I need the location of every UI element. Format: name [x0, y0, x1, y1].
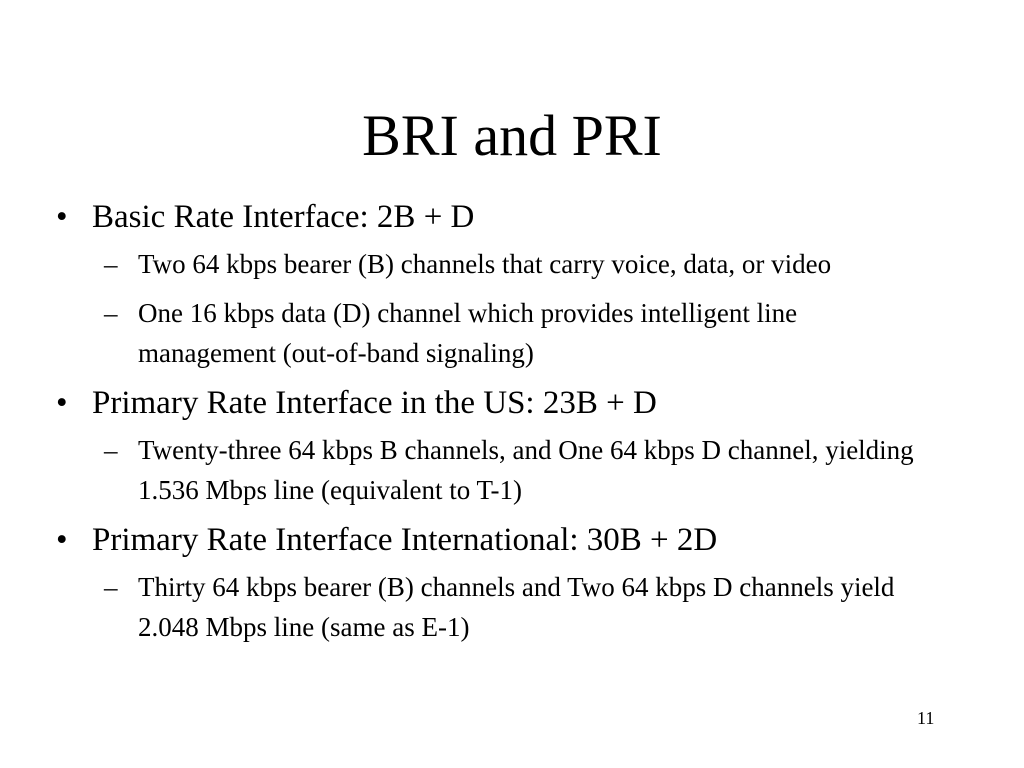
sub-item [92, 244, 936, 284]
sub-item-text: Two 64 kbps bearer (B) channels that carry voice, data, or video [138, 249, 832, 279]
bullet-text: Primary Rate Interface International: 30B + 2D [92, 522, 718, 558]
bullet-item [56, 196, 936, 373]
bullet-icon: • [56, 522, 68, 558]
bullet-text: Primary Rate Interface in the US: 23B + D [92, 385, 657, 421]
sub-list [92, 430, 936, 510]
dash-icon: – [104, 435, 118, 465]
bullet-item [56, 519, 936, 647]
bullet-item [56, 382, 936, 510]
dash-icon: – [104, 249, 118, 279]
sub-item-text: Thirty 64 kbps bearer (B) channels and Two 64 kbps D channels yield 2.048 Mbps line (same as E-1) [138, 572, 895, 642]
bullet-text: Basic Rate Interface: 2B + D [92, 199, 475, 235]
dash-icon: – [104, 572, 118, 602]
sub-item [92, 293, 936, 373]
sub-list [92, 244, 936, 373]
dash-icon: – [104, 298, 118, 328]
sub-item-text: One 16 kbps data (D) channel which provides intelligent line management (out-of-band signaling) [138, 298, 798, 368]
sub-item-text: Twenty-three 64 kbps B channels, and One 64 kbps D channel, yielding 1.536 Mbps line (equivalent to T-1) [138, 435, 914, 505]
sub-item [92, 567, 936, 647]
slide-title: BRI and PRI [362, 103, 662, 168]
bullet-icon: • [56, 199, 68, 235]
bullet-icon: • [56, 385, 68, 421]
sub-item [92, 430, 936, 510]
page-number: 11 [917, 708, 935, 728]
sub-list [92, 567, 936, 647]
bullet-list [56, 196, 936, 656]
